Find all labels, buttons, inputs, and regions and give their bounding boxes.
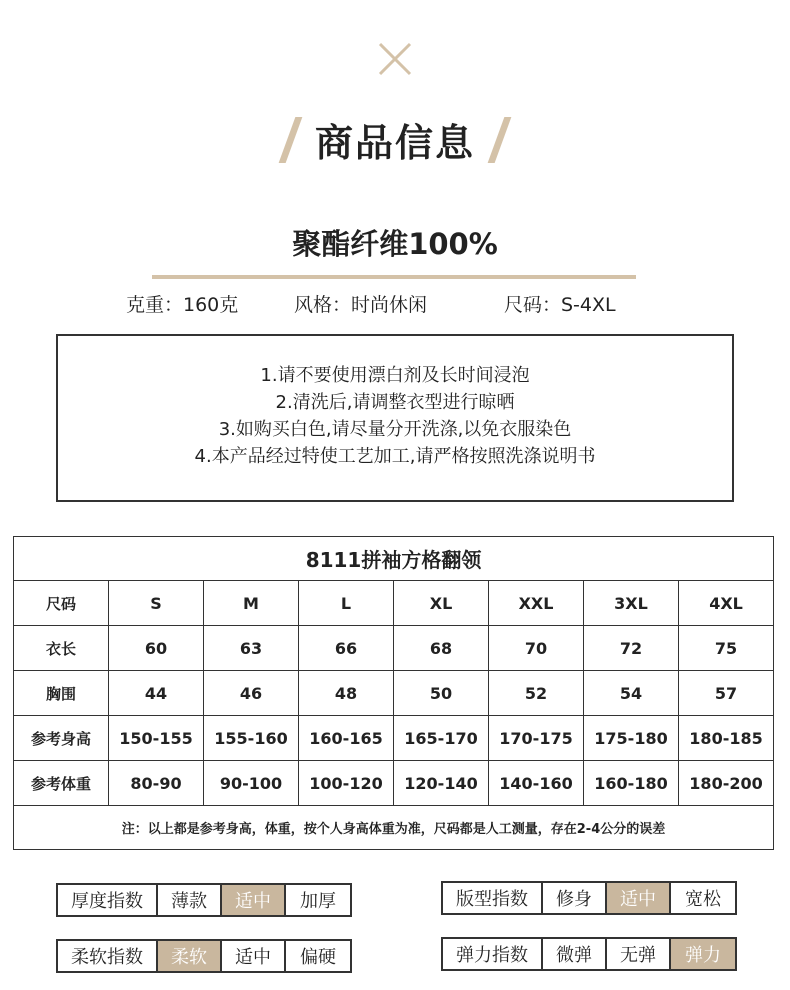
index-label: 柔软指数 [58,941,158,971]
thickness-index-scale [56,883,352,917]
table-title: 8111拼袖方格翻领 [14,537,774,581]
table-cell: 140-160 [489,761,584,806]
table-cell: 155-160 [204,716,299,761]
table-row [14,716,774,761]
table-cell: 44 [109,671,204,716]
index-option: 薄款 [158,885,222,915]
care-line: 4.本产品经过特使工艺加工,请严格按照洗涤说明书 [194,446,596,467]
care-instructions [56,334,734,502]
elasticity-index-scale [441,937,737,971]
table-cell: 170-175 [489,716,584,761]
table-cell: 72 [584,626,679,671]
table-cell: 52 [489,671,584,716]
fit-index-scale [441,881,737,915]
table-cell: 165-170 [394,716,489,761]
table-row-label: 参考体重 [14,761,109,806]
softness-index-scale [56,939,352,973]
table-cell: 50 [394,671,489,716]
index-option: 柔软 [158,941,222,971]
table-row [14,761,774,806]
care-line: 1.请不要使用漂白剂及长时间浸泡 [260,365,530,386]
index-label: 弹力指数 [443,939,543,969]
table-note-row [14,806,774,850]
spec-size: 尺码：S-4XL [504,294,616,316]
table-cell: 75 [679,626,774,671]
material-underline [152,275,636,279]
index-option: 加厚 [300,891,336,912]
section-heading [0,112,790,172]
table-row [14,671,774,716]
index-option: 修身 [543,883,607,913]
table-row-label: 参考身高 [14,716,109,761]
table-cell: 180-200 [679,761,774,806]
table-row-label: 衣长 [14,626,109,671]
table-cell: 54 [584,671,679,716]
table-header-cell: XXL [489,581,584,626]
table-cell: 70 [489,626,584,671]
slash-left-decor [279,117,303,163]
table-cell: 90-100 [204,761,299,806]
table-cell: 68 [394,626,489,671]
table-cell: 48 [299,671,394,716]
table-cell: 160-165 [299,716,394,761]
page-title: 商品信息 [314,121,475,165]
table-cell: 57 [679,671,774,716]
table-cell: 180-185 [679,716,774,761]
table-cell: 120-140 [394,761,489,806]
size-table [13,536,774,850]
table-header-row [14,581,774,626]
x-decor-icon [376,40,414,78]
table-header-cell: M [204,581,299,626]
index-option: 偏硬 [300,947,336,968]
care-line: 3.如购买白色,请尽量分开洗涤,以免衣服染色 [218,419,572,440]
care-line: 2.清洗后,请调整衣型进行晾晒 [275,392,515,413]
table-cell: 150-155 [109,716,204,761]
index-option: 宽松 [685,889,721,910]
table-cell: 66 [299,626,394,671]
table-title-row [14,537,774,581]
table-header-cell: S [109,581,204,626]
table-cell: 100-120 [299,761,394,806]
table-cell: 80-90 [109,761,204,806]
table-row [14,626,774,671]
index-option: 适中 [222,885,286,915]
table-header-cell: 3XL [584,581,679,626]
index-option: 适中 [222,941,286,971]
index-option: 弹力 [671,939,735,969]
table-header-cell: XL [394,581,489,626]
slash-right-decor [488,117,512,163]
table-cell: 46 [204,671,299,716]
table-row-label: 胸围 [14,671,109,716]
index-label: 厚度指数 [58,885,158,915]
spec-weight: 克重：160克 [126,294,239,316]
table-header-cell: 4XL [679,581,774,626]
index-label: 版型指数 [443,883,543,913]
index-option: 无弹 [607,939,671,969]
table-cell: 175-180 [584,716,679,761]
table-header-cell: L [299,581,394,626]
table-cell: 63 [204,626,299,671]
table-note: 注：以上都是参考身高，体重，按个人身高体重为准，尺码都是人工测量，存在2-4公分的误差 [14,806,774,850]
index-option: 微弹 [543,939,607,969]
index-option: 适中 [607,883,671,913]
material-text: 聚酯纤维100% [292,227,498,261]
table-cell: 160-180 [584,761,679,806]
table-header-cell: 尺码 [14,581,109,626]
spec-style: 风格：时尚休闲 [294,294,428,316]
table-cell: 60 [109,626,204,671]
